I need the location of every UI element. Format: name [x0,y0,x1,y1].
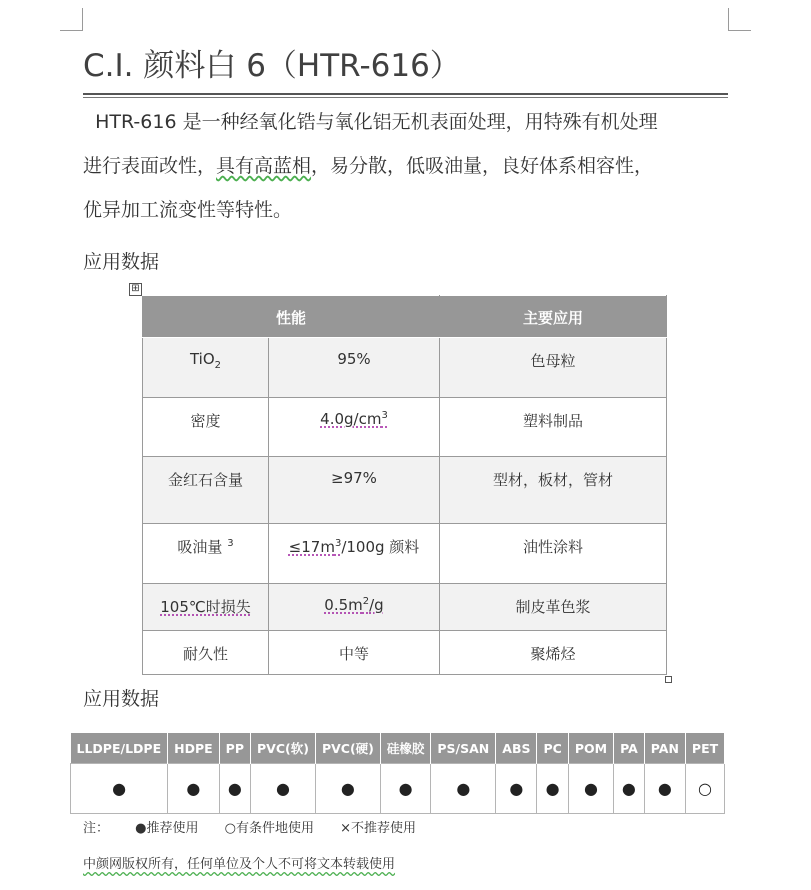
apps-header: 硅橡胶 [380,733,431,764]
apps-header: PVC(硬) [315,733,380,764]
margin-corner-top-right [728,8,751,31]
legend [83,817,438,836]
prop-application: 色母粒 [440,338,667,398]
intro-line-2 [83,144,733,188]
suitability-mark: ● [251,764,316,814]
suitability-mark: ● [71,764,168,814]
suitability-mark: ● [496,764,537,814]
suitability-mark: ● [568,764,613,814]
prop-value: $\le 17m^3/100g$ 颜料 [269,524,440,584]
title-rule-thin [83,97,728,98]
apps-header: PVC(软) [251,733,316,764]
table-row [143,524,667,584]
section-heading-1: 应用数据 [83,251,160,273]
apps-header-row [71,733,725,764]
copyright-notice [83,853,395,872]
legend-not-recommended: ×不推荐使用 [340,821,417,836]
intro-text-1: HTR-616 是一种经氧化锆与氧化铝无机表面处理，用特殊有机处理 [95,111,658,133]
apps-mark-row [71,764,725,814]
prop-application: 制皮革色浆 [440,584,667,631]
copyright-text: 中颜网版权所有，任何单位及个人不可将文本转载使用 [83,857,396,872]
suitability-mark: ● [537,764,568,814]
apps-header: LLDPE/LDPE [71,733,168,764]
table-resize-handle[interactable] [665,676,672,683]
apps-header: PET [685,733,724,764]
intro-line-3: 优异加工流变性等特性。 [83,199,293,221]
prop-application: 型材，板材，管材 [440,457,667,524]
intro-text-2c: ，易分散，低吸油量，良好体系相容性， [311,155,654,177]
header-main-application: 主要应用 [440,296,667,338]
prop-value: $0.5m^2/g$ [269,584,440,631]
margin-corner-top-left [60,8,83,31]
prop-name: 吸油量 $^3$ [143,524,269,584]
table-row [143,631,667,675]
suitability-mark: ● [644,764,685,814]
legend-recommended: ●推荐使用 [135,821,199,836]
prop-application: 聚烯烃 [440,631,667,675]
prop-value: 95% [269,338,440,398]
prop-value: 中等 [269,631,440,675]
prop-name: TiO$_2$ [143,338,269,398]
apps-header: PA [614,733,645,764]
header-performance: 性能 [143,296,440,338]
suitability-mark: ● [614,764,645,814]
title-rule [83,93,728,95]
legend-conditional: ○有条件地使用 [224,821,314,836]
table-row [143,338,667,398]
intro-paragraph [83,100,733,232]
prop-name: 金红石含量 [143,457,269,524]
application-suitability-table [70,733,725,814]
prop-name: 105℃时损失 [143,584,269,631]
prop-name: 密度 [143,398,269,457]
intro-text-2b: 具有高蓝相 [216,155,312,177]
prop-name: 耐久性 [143,631,269,675]
apps-header: PS/SAN [431,733,496,764]
apps-header: PAN [644,733,685,764]
table-row [143,584,667,631]
intro-line-1 [83,100,733,144]
suitability-mark: ○ [685,764,724,814]
intro-text-2a: 进行表面改性， [83,155,217,177]
apps-header: POM [568,733,613,764]
prop-value: $4.0g/cm^3$ [269,398,440,457]
suitability-mark: ● [380,764,431,814]
apps-header: HDPE [168,733,220,764]
properties-table [142,295,667,675]
section-heading-2: 应用数据 [83,688,160,710]
legend-label: 注： [83,821,110,836]
suitability-mark: ● [315,764,380,814]
suitability-mark: ● [219,764,250,814]
prop-application: 油性涂料 [440,524,667,584]
prop-value: ≥97% [269,457,440,524]
table-move-handle-icon[interactable]: ⊞ [129,283,142,296]
table-row [143,457,667,524]
prop-application: 塑料制品 [440,398,667,457]
apps-header: ABS [496,733,537,764]
document-title: C.I. 颜料白 6（HTR-616） [83,48,461,84]
suitability-mark: ● [431,764,496,814]
table-row [143,398,667,457]
apps-header: PC [537,733,568,764]
suitability-mark: ● [168,764,220,814]
apps-header: PP [219,733,250,764]
